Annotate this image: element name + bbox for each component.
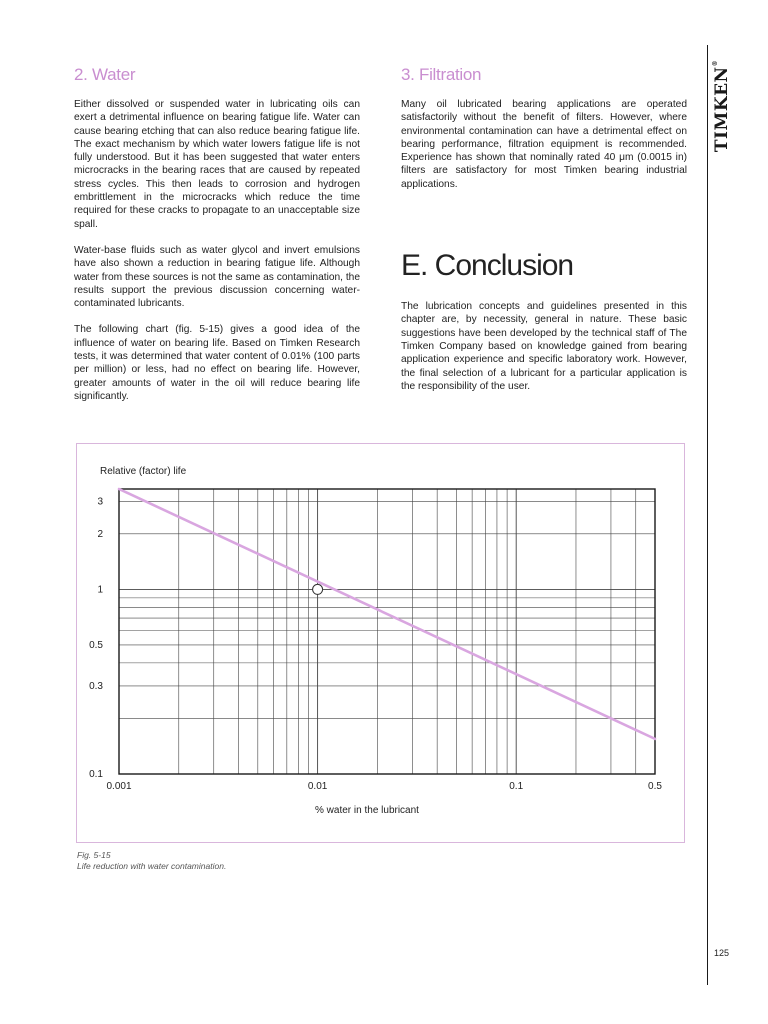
water-paragraph-2: Water-base fluids such as water glycol and invert emulsions have also shown a reduction in bearing fatigue life. Although water from these sources is not the same as contamination, the results support the previous discussion concerning water-contaminated lubricants.: [74, 244, 360, 310]
conclusion-heading: E. Conclusion: [401, 249, 574, 283]
conclusion-paragraph: The lubrication concepts and guidelines presented in this chapter are, by necessity, general in nature. These basic suggestions have been developed by the technical staff of The Timken Company based on knowledge gained from bearing application experience and specific laboratory work. However, the final selection of a lubricant for a particular application is the responsibility of the user.: [401, 301, 687, 392]
water-heading: 2. Water: [74, 65, 136, 84]
y-tick-label: 0.5: [89, 639, 103, 651]
y-tick-label: 3: [97, 496, 103, 508]
figure-caption-text: Life reduction with water contamination.: [77, 861, 227, 871]
x-tick-label: 0.001: [106, 781, 132, 792]
x-tick-label: 0.5: [648, 781, 662, 792]
filtration-heading: 3. Filtration: [401, 65, 482, 84]
timken-wordmark: TIMKEN®: [712, 59, 732, 153]
margin-rule: [707, 45, 708, 985]
x-tick-label: 0.01: [307, 781, 328, 792]
life-vs-water-chart: [77, 444, 684, 842]
timken-logo: [700, 59, 744, 153]
figure-caption: [77, 850, 226, 872]
figure-label: Fig. 5-15: [77, 850, 111, 860]
chart-frame: [76, 443, 685, 843]
chart-grid: [119, 489, 655, 774]
chart-marker-one-percent: [313, 584, 323, 594]
water-paragraph-3: The following chart (fig. 5-15) gives a good idea of the influence of water on bearing life. Based on Timken Research tests, it was determined that water content of 0.01% (100 parts per million) or less, had no effect on bearing life. However, greater amounts of water in the oil will reduce bearing life significantly.: [74, 324, 360, 402]
y-tick-label: 0.3: [89, 680, 103, 692]
page-number: 125: [714, 948, 730, 958]
right-column: [401, 62, 687, 406]
y-tick-label: 2: [97, 528, 103, 540]
filtration-paragraph: Many oil lubricated bearing applications are operated satisfactorily without the benefit of filters. However, where environmental contamination can have a detrimental effect on bearing performance, filtration equipment is recommended. Experience has shown that nominally rated 40 μm (0.0015 in) filters are satisfactory for most Timken bearing industrial applications.: [401, 99, 687, 190]
y-axis-label: Relative (factor) life: [100, 466, 187, 477]
y-tick-label: 1: [97, 584, 103, 596]
water-section: [74, 62, 360, 416]
x-axis-label: % water in the lubricant: [315, 805, 419, 816]
x-tick-labels: [106, 781, 662, 792]
water-paragraph-1: Either dissolved or suspended water in lubricating oils can exert a detrimental influence on bearing fatigue life. Water can cause bearing etching that can also reduce bearing fatigue life. The exact mechanism by which water lowers fatigue life is not fully understood. But it has been suggested that water enters microcracks in the bearing races that are caused by repeated stress cycles. This then leads to corrosion and hydrogen embrittlement in the microcracks which reduce the time required for these cracks to propagate to an unacceptable size spall.: [74, 99, 360, 230]
series-line-relative-life: [119, 489, 655, 739]
x-tick-label: 0.1: [509, 781, 524, 792]
y-tick-label: 0.1: [89, 769, 103, 780]
y-tick-labels: [89, 496, 103, 780]
plot-border: [119, 489, 655, 774]
